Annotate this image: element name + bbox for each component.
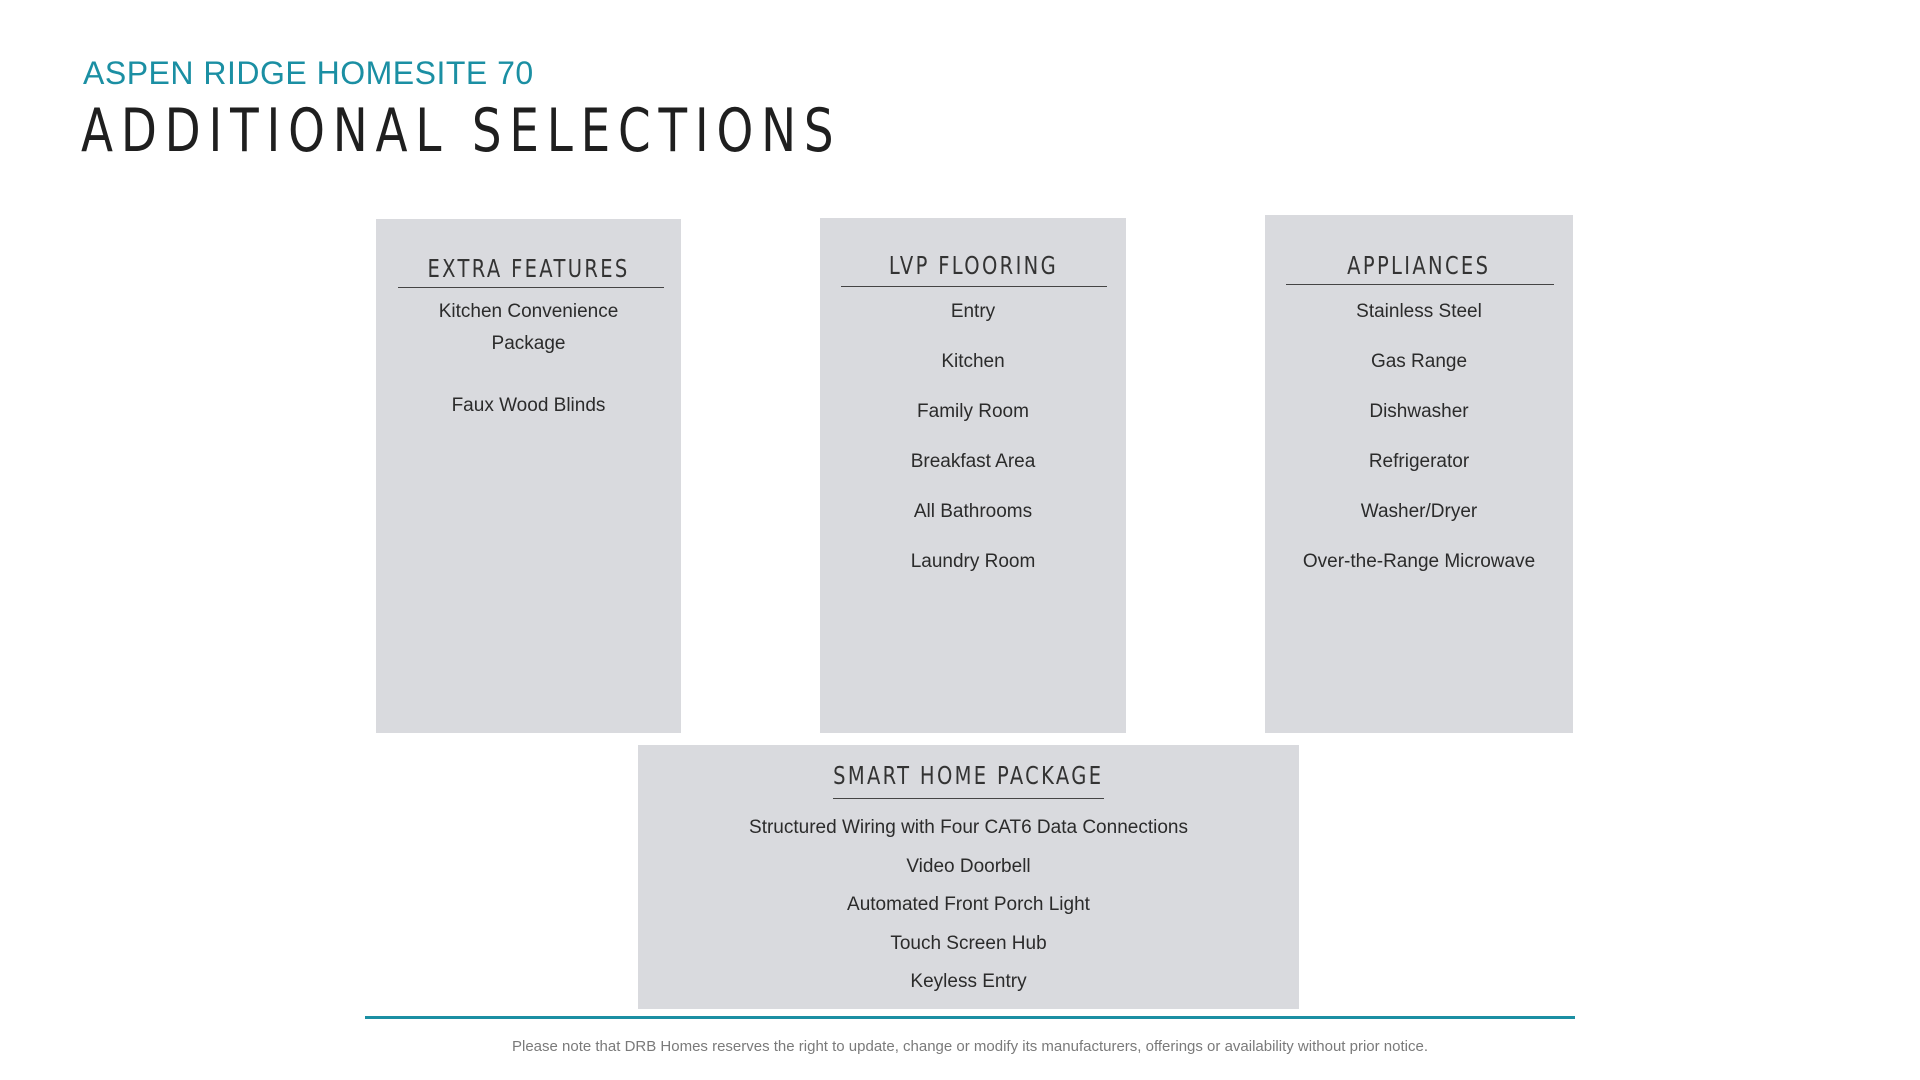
- panel-lvp-flooring: [820, 218, 1126, 733]
- panel-rule: [1286, 284, 1554, 285]
- panel-title-appliances: APPLIANCES: [1347, 251, 1491, 280]
- footer-divider: [365, 1016, 1575, 1019]
- list-item: Over-the-Range Microwave: [1302, 551, 1536, 572]
- page-title: ADDITIONAL SELECTIONS: [81, 96, 842, 166]
- list-item: Family Room: [917, 401, 1029, 422]
- list-item: Washer/Dryer: [1360, 501, 1478, 522]
- panel-title-smart-home-package: SMART HOME PACKAGE: [833, 761, 1104, 790]
- list-item: Stainless Steel: [1356, 301, 1482, 322]
- list-item: Video Doorbell: [906, 856, 1031, 877]
- panel-appliances: [1265, 215, 1573, 733]
- panel-title-extra-features: EXTRA FEATURES: [427, 254, 630, 283]
- list-item: Entry: [950, 301, 996, 322]
- panel-extra-features: [376, 219, 681, 733]
- panel-smart-home-package: [638, 745, 1299, 1009]
- list-item: Breakfast Area: [910, 451, 1036, 472]
- list-item: Refrigerator: [1368, 451, 1470, 472]
- list-item: Dishwasher: [1369, 401, 1469, 422]
- list-item: Automated Front Porch Light: [847, 894, 1090, 915]
- list-item: Structured Wiring with Four CAT6 Data Connections: [749, 817, 1188, 838]
- list-item: Kitchen: [941, 351, 1005, 372]
- homesite-subtitle: ASPEN RIDGE HOMESITE 70: [83, 55, 534, 91]
- list-item: Touch Screen Hub: [890, 933, 1047, 954]
- panel-rule: [833, 798, 1104, 799]
- panel-title-lvp-flooring: LVP FLOORING: [888, 251, 1058, 280]
- disclaimer-text: Please note that DRB Homes reserves the right to update, change or modify its manufacturers, offerings or availability without prior notice.: [511, 1038, 1428, 1055]
- list-item: Faux Wood Blinds: [451, 395, 606, 416]
- panel-rule: [841, 286, 1107, 287]
- list-item: Keyless Entry: [910, 971, 1027, 992]
- list-item: Laundry Room: [910, 551, 1036, 572]
- list-item: All Bathrooms: [913, 501, 1033, 522]
- list-item: Gas Range: [1370, 351, 1468, 372]
- panel-rule: [398, 287, 664, 288]
- list-item: Kitchen Convenience Package: [438, 301, 619, 354]
